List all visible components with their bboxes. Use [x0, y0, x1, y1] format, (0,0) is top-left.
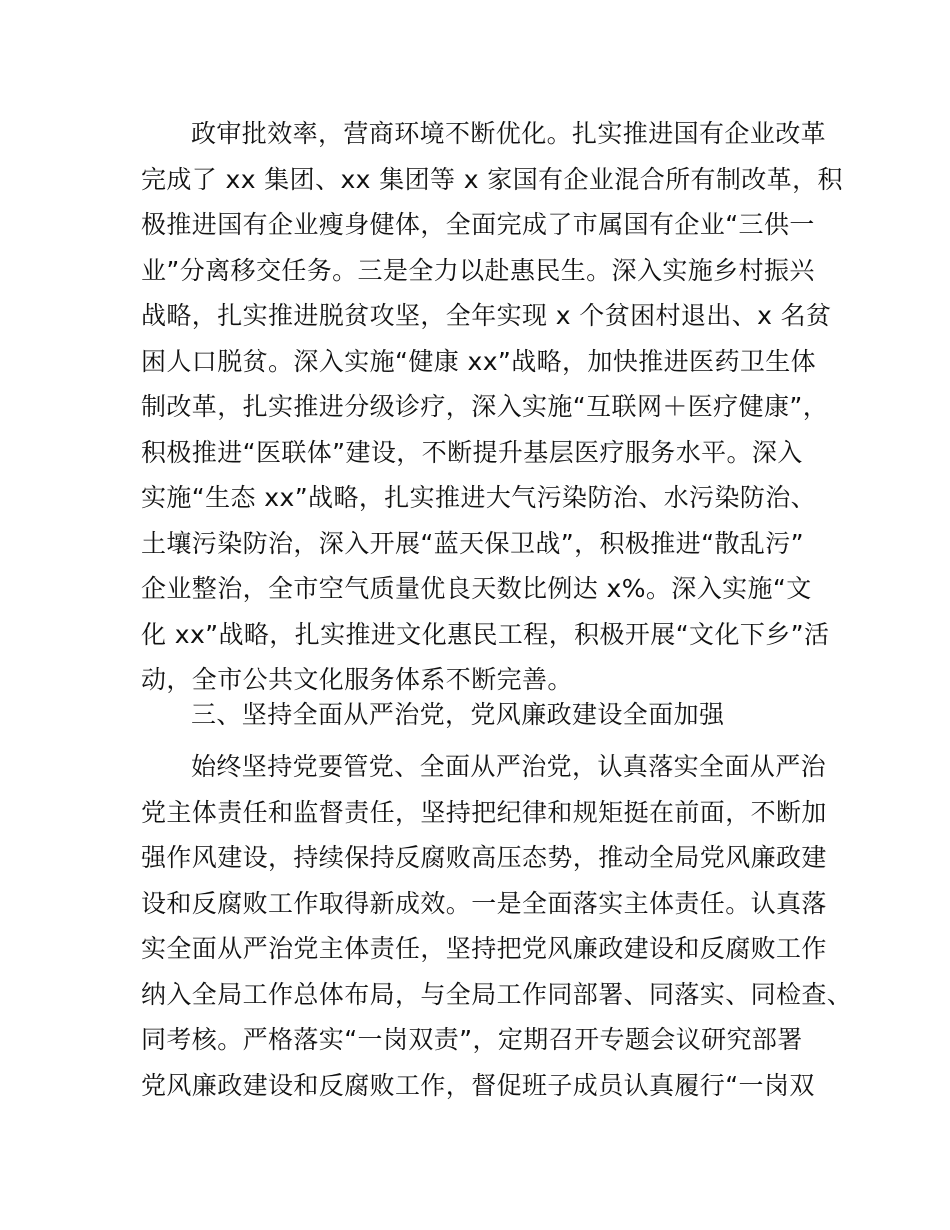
paragraph-line: 同考核。严格落实“一岗双责”，定期召开专题会议研究部署: [141, 1025, 803, 1054]
paragraph-line: 困人口脱贫。深入实施“健康 xx”战略，加快推进医药卫生体: [141, 346, 817, 376]
paragraph-line: 极推进国有企业瘦身健体，全面完成了市属国有企业“三供一: [141, 210, 815, 239]
paragraph-party-discipline: [141, 744, 853, 1108]
paragraph-line: 化 xx”战略，扎实推进文化惠民工程，积极开展“文化下乡”活: [141, 619, 830, 649]
paragraph-line: 土壤污染防治，深入开展“蓝天保卫战”，积极推进“散乱污”: [141, 528, 805, 558]
paragraph-line: 纳入全局工作总体布局，与全局工作同部署、同落实、同检查、: [141, 979, 853, 1009]
section-heading-text: 三、坚持全面从严治党，党风廉政建设全面加强: [191, 700, 725, 729]
paragraph-line: 战略，扎实推进脱贫攻坚，全年实现 x 个贫困村退出、x 名贫: [141, 301, 832, 330]
paragraph-line: 制改革，扎实推进分级诊疗，深入实施“互联网＋医疗健康”，: [141, 392, 829, 421]
paragraph-line: 始终坚持党要管党、全面从严治党，认真落实全面从严治: [191, 752, 827, 781]
paragraph-line: 党风廉政建设和反腐败工作，督促班子成员认真履行“一岗双: [141, 1070, 815, 1100]
section-heading: [141, 692, 821, 738]
paragraph-line: 企业整治，全市空气质量优良天数比例达 x%。深入实施“文: [141, 574, 812, 603]
paragraph-line: 政审批效率，营商环境不断优化。扎实推进国有企业改革: [191, 119, 827, 148]
paragraph-line: 业”分离移交任务。三是全力以赴惠民生。深入实施乡村振兴: [141, 255, 815, 285]
paragraph-line: 设和反腐败工作取得新成效。一是全面落实主体责任。认真落: [141, 888, 827, 918]
paragraph-line: 动，全市公共文化服务体系不断完善。: [141, 665, 573, 694]
paragraph-line: 实施“生态 xx”战略，扎实推进大气污染防治、水污染防治、: [141, 483, 817, 512]
paragraph-line: 积极推进“医联体”建设，不断提升基层医疗服务水平。深入: [141, 437, 803, 467]
paragraph-line: 强作风建设，持续保持反腐败高压态势，推动全局党风廉政建: [141, 843, 827, 872]
paragraph-line: 实全面从严治党主体责任，坚持把党风廉政建设和反腐败工作: [141, 934, 827, 963]
paragraph-line: 完成了 xx 集团、xx 集团等 x 家国有企业混合所有制改革，积: [141, 164, 843, 194]
paragraph-livelihood: [141, 111, 843, 703]
paragraph-line: 党主体责任和监督责任，坚持把纪律和规矩挺在前面，不断加: [141, 797, 827, 827]
